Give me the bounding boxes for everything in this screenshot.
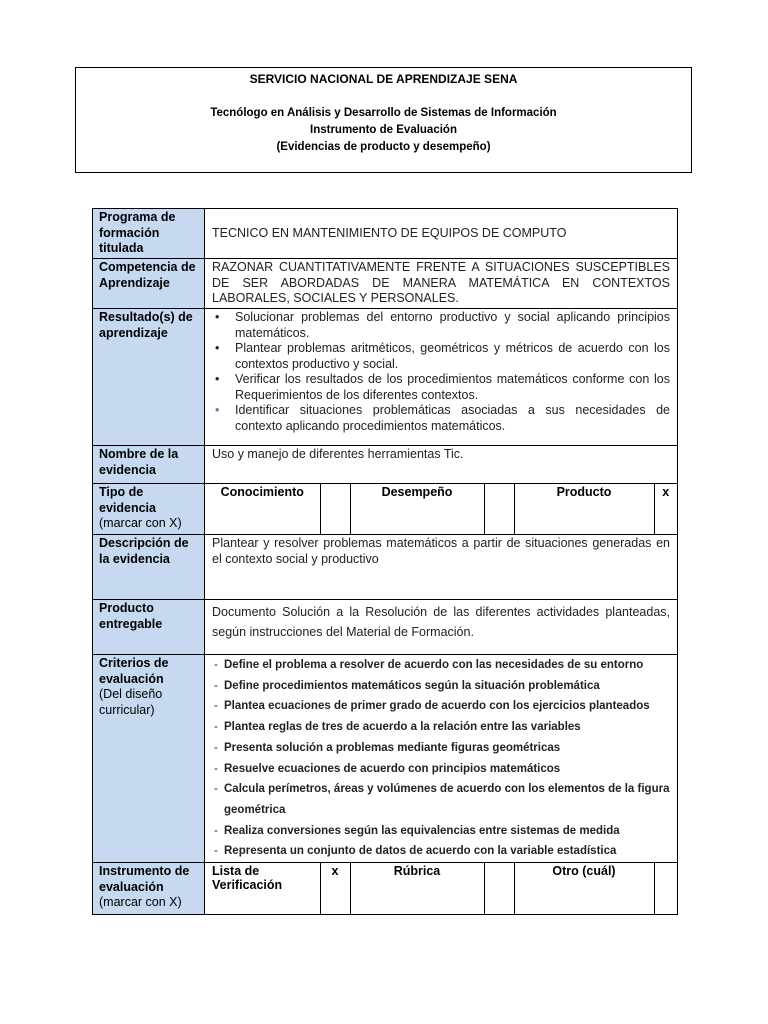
value-criterios bbox=[205, 655, 678, 863]
instrumento-rubrica: Rúbrica bbox=[350, 863, 484, 914]
label-criterios: Criterios de evaluación (Del diseño curricular) bbox=[93, 655, 205, 863]
instrumento-rubrica-mark[interactable] bbox=[484, 863, 514, 914]
label-note: (marcar con X) bbox=[99, 895, 182, 910]
list-item: - Presenta solución a problemas mediante figuras geométricas bbox=[214, 741, 561, 754]
value-descripcion: Plantear y resolver problemas matemáticos a partir de situaciones generadas en el contexto social y productivo bbox=[205, 535, 678, 600]
list-item: - Plantea ecuaciones de primer grado de acuerdo con los ejercicios planteados bbox=[214, 700, 650, 713]
tipo-conocimiento: Conocimiento bbox=[205, 484, 320, 534]
row-producto bbox=[93, 600, 678, 655]
label-tipo: Tipo de evidencia (marcar con X) bbox=[93, 484, 205, 535]
row-tipo bbox=[93, 484, 678, 535]
tipo-conocimiento-mark[interactable] bbox=[320, 484, 350, 534]
row-criterios bbox=[93, 655, 678, 863]
row-resultados bbox=[93, 309, 678, 446]
instrumento-lista-mark[interactable]: x bbox=[320, 863, 350, 914]
label-programa: Programa de formación titulada bbox=[93, 209, 205, 259]
tipo-desempeno-mark[interactable] bbox=[484, 484, 514, 534]
list-item: • Solucionar problemas del entorno productivo y social aplicando principios matemáticos. bbox=[215, 310, 670, 340]
row-programa bbox=[93, 209, 678, 259]
label-descripcion: Descripción de la evidencia bbox=[93, 535, 205, 600]
list-item: - Plantea reglas de tres de acuerdo a la relación entre las variables bbox=[214, 721, 581, 734]
list-item: - Define el problema a resolver de acuerdo con las necesidades de su entorno bbox=[214, 659, 644, 671]
institution-title: SERVICIO NACIONAL DE APRENDIZAJE SENA bbox=[249, 72, 518, 86]
label-producto: Producto entregable bbox=[93, 600, 205, 655]
evidences-line: (Evidencias de producto y desempeño) bbox=[276, 141, 491, 153]
criterios-list bbox=[212, 655, 670, 862]
row-instrumento bbox=[93, 863, 678, 915]
program-line: Tecnólogo en Análisis y Desarrollo de Sistemas de Información bbox=[210, 107, 557, 119]
list-item: • Plantear problemas aritméticos, geométricos y métricos de acuerdo con los contextos productivo y social. bbox=[215, 341, 670, 371]
list-item: • Identificar situaciones problemáticas asociadas a sus necesidades de contexto aplicando procedimientos matemáticos. bbox=[215, 403, 670, 433]
label-note: (Del diseño curricular) bbox=[99, 687, 163, 717]
label-nombre: Nombre de la evidencia bbox=[93, 446, 205, 484]
row-descripcion bbox=[93, 535, 678, 600]
resultados-list bbox=[212, 310, 670, 434]
list-item: - Calcula perímetros, áreas y volúmenes de acuerdo con los elementos de la figura geométrica bbox=[214, 783, 670, 816]
list-item: - Define procedimientos matemáticos según la situación problemática bbox=[214, 679, 600, 692]
label-instrumento: Instrumento de evaluación (marcar con X) bbox=[93, 863, 205, 915]
instrumento-lista: Lista de Verificación bbox=[205, 863, 320, 914]
label-competencia: Competencia de Aprendizaje bbox=[93, 259, 205, 309]
value-competencia: RAZONAR CUANTITATIVAMENTE FRENTE A SITUACIONES SUSCEPTIBLES DE SER ABORDADAS DE MANERA MATEMÁTICA EN CONTEXTOS LABORALES, SOCIALES Y PERSONALES. bbox=[205, 259, 678, 309]
tipo-producto: Producto bbox=[514, 484, 654, 534]
value-nombre: Uso y manejo de diferentes herramientas Tic. bbox=[205, 446, 678, 484]
value-instrumento bbox=[205, 863, 678, 915]
document-header bbox=[75, 67, 692, 173]
row-competencia bbox=[93, 259, 678, 309]
value-resultados bbox=[205, 309, 678, 446]
list-item: - Resuelve ecuaciones de acuerdo con principios matemáticos bbox=[214, 762, 561, 775]
value-producto: Documento Solución a la Resolución de las diferentes actividades planteadas, según instrucciones del Material de Formación. bbox=[205, 600, 678, 655]
label-note: (marcar con X) bbox=[99, 516, 182, 530]
label-resultados: Resultado(s) de aprendizaje bbox=[93, 309, 205, 446]
value-tipo bbox=[205, 484, 678, 535]
tipo-desempeno: Desempeño bbox=[350, 484, 484, 534]
instrument-line: Instrumento de Evaluación bbox=[310, 124, 457, 136]
instrumento-otro-mark[interactable] bbox=[654, 863, 677, 914]
tipo-producto-mark[interactable]: x bbox=[662, 485, 670, 499]
list-item: - Realiza conversiones según las equivalencias entre sistemas de medida bbox=[214, 824, 620, 837]
evaluation-table bbox=[92, 208, 678, 915]
instrumento-otro: Otro (cuál) bbox=[514, 863, 654, 914]
list-item: • Verificar los resultados de los procedimientos matemáticos conforme con los Requerimientos de los diferentes contextos. bbox=[215, 372, 670, 402]
row-nombre bbox=[93, 446, 678, 484]
value-programa: TECNICO EN MANTENIMIENTO DE EQUIPOS DE COMPUTO bbox=[205, 209, 678, 259]
list-item: - Representa un conjunto de datos de acuerdo con la variable estadística bbox=[214, 845, 617, 858]
